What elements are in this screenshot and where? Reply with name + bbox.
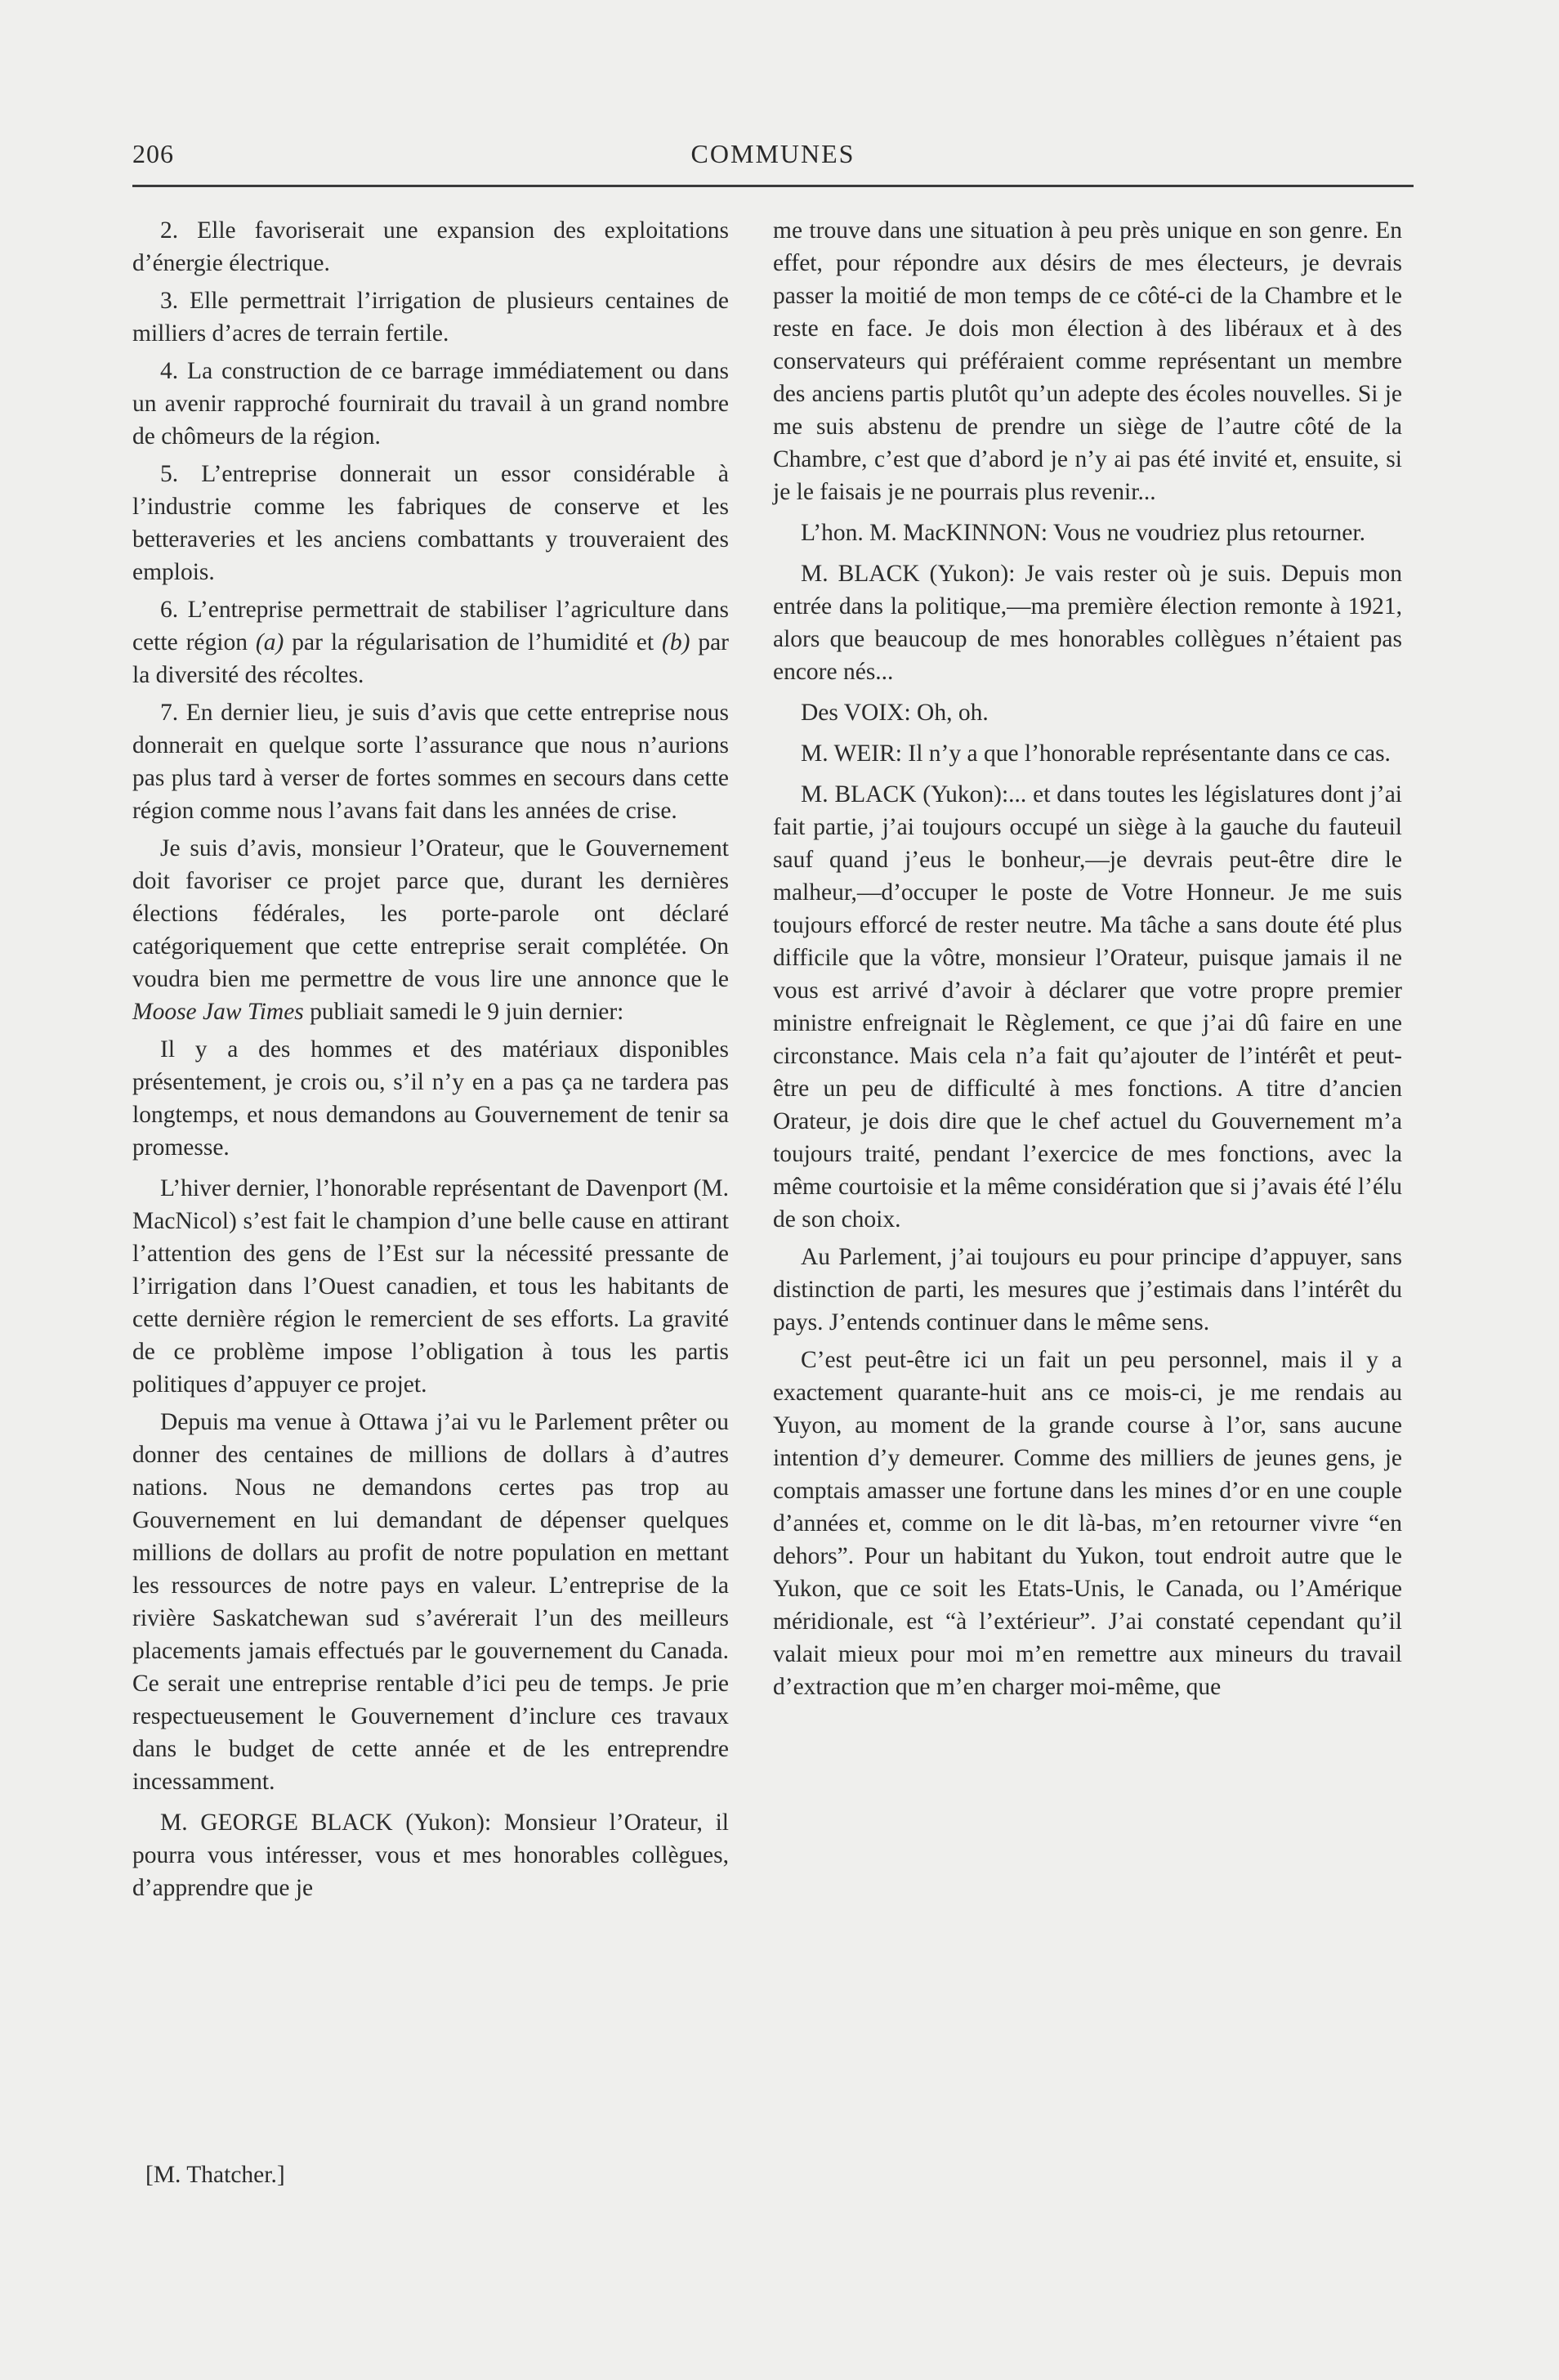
text-run: publiait samedi le 9 juin dernier: xyxy=(303,999,624,1025)
paragraph: 2. Elle favoriserait une expansion des exploitations d’énergie électrique. xyxy=(132,217,729,276)
paragraph xyxy=(132,593,729,691)
quoted-passage: Il y a des hommes et des matériaux disponibles présentement, je crois ou, s’il n’y en a pas ça ne tardera pas longtemps, et nous demandons au Gouvernement de tenir sa promesse. xyxy=(132,1036,729,1161)
paragraph: 4. La construction de ce barrage immédiatement ou dans un avenir rapproché fournirait du travail à un grand nombre de chômeurs de la région. xyxy=(132,358,729,450)
left-column xyxy=(132,214,729,1909)
speaker-paragraph: M. WEIR: Il n’y a que l’honorable représentante dans ce cas. xyxy=(801,740,1391,767)
speaker-paragraph: M. BLACK (Yukon): Je vais rester où je suis. Depuis mon entrée dans la politique,—ma première élection remonte à 1921, alors que beaucoup de mes honorables collègues n’étaient pas encore nés... xyxy=(773,561,1402,685)
header-rule xyxy=(132,185,1414,187)
newspaper-title: Moose Jaw Times xyxy=(132,999,304,1025)
paragraph: C’est peut-être ici un fait un peu personnel, mais il y a exactement quarante-huit ans ce mois-ci, je me rendais au Yuyon, au moment de la grande course à l’or, sans aucune intention d’y demeurer. Comme des milliers de jeunes gens, je comptais amasser une fortune dans les mines d’or en une couple d’années et, comme on le dit là-bas, m’en retourner vivre “en dehors”. Pour un habitant du Yukon, tout endroit autre que le Yukon, que ce soit les Etats-Unis, le Canada, ou l’Amérique méridionale, est “à l’extérieur”. J’ai constaté cependant qu’il valait mieux pour moi m’en remettre aux mineurs du travail d’extraction que m’en charger moi-même, que xyxy=(773,1347,1402,1700)
paragraph: 5. L’entreprise donnerait un essor considérable à l’industrie comme les fabriques de conserve et les betteraveries et les anciens combattants y trouveraient des emplois. xyxy=(132,461,729,585)
page-header xyxy=(132,139,1414,175)
paragraph: Au Parlement, j’ai toujours eu pour principe d’appuyer, sans distinction de parti, les mesures que j’estimais dans l’intérêt du pays. J’entends continuer dans le même sens. xyxy=(773,1244,1402,1335)
text-run: par la régularisation de l’humidité et xyxy=(284,629,662,655)
text-run: Je suis d’avis, monsieur l’Orateur, que le Gouvernement doit favoriser ce projet parce que, durant les dernières élections fédérales, les porte-parole ont déclaré catégoriquement que cette entreprise serait complétée. On voudra bien me permettre de vous lire une annonce que le xyxy=(132,835,729,992)
speaker-footnote: [M. Thatcher.] xyxy=(145,2162,285,2188)
text-run: 6. L’entreprise permettrait de stabiliser l’agriculture dans cette région xyxy=(132,597,729,655)
paragraph xyxy=(132,832,729,1028)
speaker-paragraph: Des VOIX: Oh, oh. xyxy=(801,700,989,726)
speaker-paragraph: M. BLACK (Yukon):... et dans toutes les législatures dont j’ai fait partie, j’ai toujours occupé un siège à la gauche du fauteuil sauf quand j’eus le bonheur,—je devrais peut-être dire le malheur,—d’occuper le poste de Votre Honneur. Je me suis toujours efforcé de rester neutre. Ma tâche a sans doute été plus difficile que la vôtre, monsieur l’Orateur, puisque jamais il ne vous est arrivé d’avoir à déclarer que votre propre premier ministre enfreignait le Règlement, ce que j’ai dû faire en une circonstance. Mais cela n’a fait qu’ajouter de l’intérêt et peut-être un peu de difficulté à mes fonctions. A titre d’ancien Orateur, je dois dire que le chef actuel du Gouvernement m’a toujours traité, pendant l’exercice de mes fonctions, avec la même courtoisie et la même considération que si j’avais été l’élu de son choix. xyxy=(773,781,1402,1232)
paragraph: me trouve dans une situation à peu près unique en son genre. En effet, pour répondre aux désirs de mes électeurs, je devrais passer la moitié de mon temps de ce côté-ci de la Chambre et le reste en face. Je dois mon élection à des libéraux et à des conservateurs qui préféraient comme représentant un membre des anciens partis plutôt qu’un adepte des écoles nouvelles. Si je me suis abstenu de prendre un siège de l’autre côté de la Chambre, c’est que d’abord je n’y ai pas été invité et, ensuite, si je le faisais je ne pourrais plus revenir... xyxy=(773,217,1402,505)
italic-run: (b) xyxy=(662,629,690,655)
speaker-paragraph: M. GEORGE BLACK (Yukon): Monsieur l’Orateur, il pourra vous intéresser, vous et mes honorables collègues, d’apprendre que je xyxy=(132,1810,729,1901)
paragraph: Depuis ma venue à Ottawa j’ai vu le Parlement prêter ou donner des centaines de millions de dollars à d’autres nations. Nous ne demandons certes pas trop au Gouvernement en lui demandant de dépenser quelques millions de dollars au profit de notre population en mettant les ressources de notre pays en valeur. L’entreprise de la rivière Saskatchewan sud s’avérerait l’un des meilleurs placements jamais effectués par le gouvernement du Canada. Ce serait une entreprise rentable d’ici peu de temps. Je prie respectueusement le Gouvernement d’inclure ces travaux dans le budget de cette année et de les entreprendre incessamment. xyxy=(132,1409,729,1795)
running-head: COMMUNES xyxy=(690,139,855,168)
paragraph: 7. En dernier lieu, je suis d’avis que cette entreprise nous donnerait en quelque sorte l’assurance que nous n’aurions pas plus tard à verser de fortes sommes en secours dans cette région comme nous l’avans fait dans les années de crise. xyxy=(132,700,729,824)
speaker-paragraph: L’hon. M. MacKINNON: Vous ne voudriez plus retourner. xyxy=(801,520,1365,546)
text-run: par la diversité des récoltes. xyxy=(132,629,730,688)
italic-run: (a) xyxy=(255,629,284,655)
right-column xyxy=(773,214,1402,1708)
page-number: 206 xyxy=(132,139,174,168)
paragraph: L’hiver dernier, l’honorable représentant de Davenport (M. MacNicol) s’est fait le champion d’une belle cause en attirant l’attention des gens de l’Est sur la nécessité pressante de l’irrigation dans l’Ouest canadien, et tous les habitants de cette dernière région le remercient de ses efforts. La gravité de ce problème impose l’obligation à tous les partis politiques d’appuyer ce projet. xyxy=(132,1175,729,1398)
paragraph: 3. Elle permettrait l’irrigation de plusieurs centaines de milliers d’acres de terrain fertile. xyxy=(132,288,729,347)
